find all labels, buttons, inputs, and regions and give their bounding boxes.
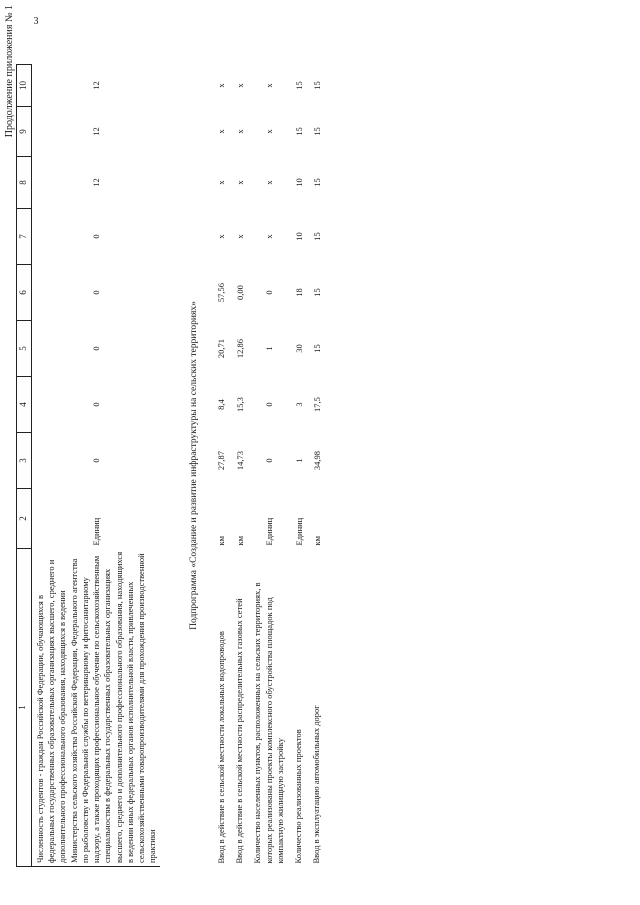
value-cell: x xyxy=(234,129,245,134)
value-cell: x xyxy=(234,234,245,239)
column-number: 1 xyxy=(17,549,32,867)
column-number: 4 xyxy=(17,377,32,433)
value-cell: 15 xyxy=(311,344,322,353)
column-number: 9 xyxy=(17,107,32,157)
value-cell: x xyxy=(216,180,227,185)
value-cell: 10 xyxy=(293,232,304,241)
section-row xyxy=(160,65,213,867)
indicator-name: Ввод в действие в сельской местности распределительных газовых сетей xyxy=(234,598,245,864)
indicator-name: Количество населенных пунктов, расположенных на сельских территориях, в которых реализованы проекты комплексного обустройства площадок под компактную жилищную застройку xyxy=(252,582,285,864)
table-row xyxy=(290,65,308,867)
table-row xyxy=(32,65,161,867)
indicator-name: Ввод в эксплуатацию автомобильных дорог xyxy=(311,705,322,864)
value-cell: 30 xyxy=(293,344,304,353)
value-cell: 1 xyxy=(293,458,304,463)
value-cell: 15 xyxy=(311,178,322,187)
unit-cell: Единиц xyxy=(90,517,101,546)
value-cell: 0 xyxy=(90,290,101,295)
value-cell: 0,00 xyxy=(234,285,245,300)
value-cell: 0 xyxy=(264,458,275,463)
section-title: Подпрограмма «Создание и развитие инфраструктуры на сельских территориях» xyxy=(189,301,200,630)
table-row xyxy=(249,65,290,867)
value-cell: 0 xyxy=(90,458,101,463)
column-number: 8 xyxy=(17,157,32,209)
value-cell: 10 xyxy=(293,178,304,187)
page-number: 3 xyxy=(33,16,39,27)
unit-cell: км xyxy=(234,535,245,546)
continuation-note: Продолжение приложения № 1 xyxy=(4,5,15,138)
value-cell: 12 xyxy=(90,81,101,90)
value-cell: 14,73 xyxy=(234,450,245,471)
column-number: 6 xyxy=(17,265,32,321)
column-number-row xyxy=(17,65,32,867)
value-cell: 8,4 xyxy=(216,399,227,410)
value-cell: 57,56 xyxy=(216,282,227,303)
value-cell: 18 xyxy=(293,288,304,297)
value-cell: 15 xyxy=(311,127,322,136)
indicator-name: Численность студентов - граждан Российской Федерации, обучающихся в федеральных государственных образовательных организациях высшего, среднего и дополнительного профессионального образования, находящихся в ведении Министерства сельского хозяйства Российской Федерации, Федерального агентства по рыболовству и Федеральной службы по ветеринарному и фитосанитарному надзору, а также проходящих профессиональное обучение по сельскохозяйственным специальностям в федеральных государственных образовательных организациях высшего, среднего и дополнительного профессионального образования, находящихся в ведении иных федеральных органов исполнительной власти, привлеченных сельскохозяйственными товаропроизводителями для прохождения производственной практики xyxy=(32,549,161,867)
value-cell: 15 xyxy=(293,81,304,90)
value-cell: 15 xyxy=(293,127,304,136)
indicator-name: Количество реализованных проектов xyxy=(293,729,304,864)
value-cell: x xyxy=(234,83,245,88)
column-number: 5 xyxy=(17,321,32,377)
indicators-table xyxy=(16,64,326,867)
value-cell: 17,5 xyxy=(311,397,322,412)
column-number: 7 xyxy=(17,209,32,265)
value-cell: 15,3 xyxy=(234,397,245,412)
value-cell: 0 xyxy=(90,346,101,351)
value-cell: x xyxy=(264,129,275,134)
value-cell: 0 xyxy=(264,290,275,295)
column-number: 2 xyxy=(17,489,32,549)
value-cell: 0 xyxy=(264,402,275,407)
value-cell: 1 xyxy=(264,346,275,351)
table-row xyxy=(308,65,326,867)
value-cell: 12,86 xyxy=(234,338,245,359)
value-cell: 15 xyxy=(311,232,322,241)
table-row xyxy=(231,65,249,867)
unit-cell: км xyxy=(216,535,227,546)
value-cell: x xyxy=(264,83,275,88)
value-cell: 12 xyxy=(90,127,101,136)
value-cell: x xyxy=(264,180,275,185)
value-cell: x xyxy=(216,234,227,239)
value-cell: 15 xyxy=(311,81,322,90)
value-cell: 12 xyxy=(90,178,101,187)
value-cell: x xyxy=(264,234,275,239)
value-cell: 20,71 xyxy=(216,338,227,359)
unit-cell: км xyxy=(311,535,322,546)
table-row xyxy=(213,65,231,867)
column-number: 3 xyxy=(17,433,32,489)
value-cell: 0 xyxy=(90,402,101,407)
unit-cell: Единиц xyxy=(264,517,275,546)
column-number: 10 xyxy=(17,65,32,107)
value-cell: x xyxy=(216,83,227,88)
value-cell: 3 xyxy=(293,402,304,407)
unit-cell: Единиц xyxy=(293,517,304,546)
value-cell: x xyxy=(216,129,227,134)
indicator-name: Ввод в действие в сельской местности локальных водопроводов xyxy=(215,631,226,864)
value-cell: x xyxy=(234,180,245,185)
value-cell: 0 xyxy=(90,234,101,239)
value-cell: 15 xyxy=(311,288,322,297)
value-cell: 34,98 xyxy=(311,450,322,471)
value-cell: 27,87 xyxy=(216,450,227,471)
